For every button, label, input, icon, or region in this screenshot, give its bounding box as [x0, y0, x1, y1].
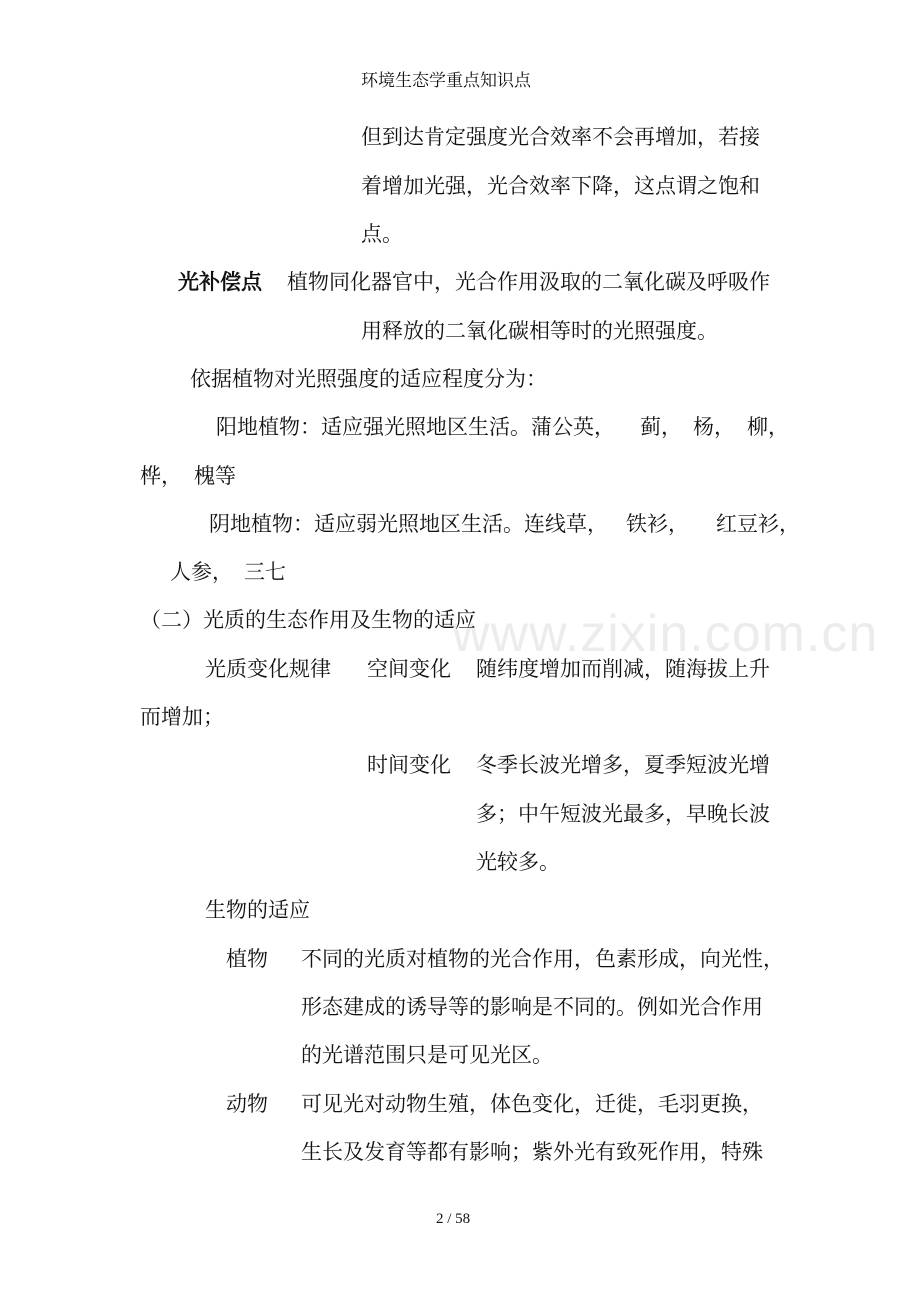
temporal-variation-line-2: 多；中午短波光最多，早晚长波 — [476, 802, 770, 826]
compensation-term: 光补偿点 — [178, 270, 262, 294]
shade-plant-example: 三七 — [244, 560, 286, 584]
sun-plant-example: 蓟， — [640, 415, 682, 439]
temporal-variation-line-3: 光较多。 — [476, 850, 560, 874]
animal-label: 动物 — [226, 1092, 268, 1116]
plant-text-line-2: 形态建成的诱导等的影响是不同的。例如光合作用 — [301, 995, 763, 1019]
temporal-variation-label: 时间变化 — [367, 753, 451, 777]
light-quality-pattern-label: 光质变化规律 — [205, 657, 331, 681]
temporal-variation-line-1: 冬季长波光增多，夏季短波光增 — [476, 753, 770, 777]
page-number — [436, 1212, 470, 1227]
section-heading: （二）光质的生态作用及生物的适应 — [140, 608, 476, 632]
sun-plant-example: 杨， — [693, 415, 735, 439]
animal-text-line-1: 可见光对动物生殖，体色变化，迁徙，毛羽更换， — [301, 1092, 763, 1116]
sun-plant-example: 桦， — [140, 464, 182, 488]
spatial-variation-line-1: 随纬度增加而削减，随海拔上升 — [476, 657, 770, 681]
compensation-line-1: 植物同化器官中，光合作用汲取的二氧化碳及呼吸作 — [287, 270, 770, 294]
page-separator: / — [447, 1211, 452, 1227]
shade-plant-example: 人参， — [170, 560, 233, 584]
saturation-line-1: 但到达肯定强度光合效率不会再增加，若接 — [361, 125, 760, 149]
sun-plant-example: 槐等 — [194, 464, 236, 488]
page-header-title: 环境生态学重点知识点 — [361, 71, 531, 91]
plant-text-line-1: 不同的光质对植物的光合作用，色素形成，向光性， — [301, 947, 784, 971]
adaptation-heading: 生物的适应 — [205, 898, 310, 922]
spatial-variation-line-2: 而增加； — [140, 705, 224, 729]
compensation-line-2: 用释放的二氧化碳相等时的光照强度。 — [361, 319, 718, 343]
sun-plants-label: 阳地植物：适应强光照地区生活。蒲公英， — [216, 415, 615, 439]
shade-plants-label: 阴地植物：适应弱光照地区生活。连线草， — [209, 512, 608, 536]
saturation-line-3: 点。 — [361, 222, 403, 246]
plant-text-line-3: 的光谱范围只是可见光区。 — [301, 1043, 553, 1067]
saturation-line-2: 着增加光强，光合效率下降，这点谓之饱和 — [361, 174, 760, 198]
spatial-variation-label: 空间变化 — [367, 657, 451, 681]
plant-label: 植物 — [226, 947, 268, 971]
animal-text-line-2: 生长及发育等都有影响；紫外光有致死作用，特殊 — [301, 1140, 763, 1164]
shade-plant-example: 红豆衫， — [716, 512, 800, 536]
total-pages: 58 — [455, 1211, 471, 1227]
current-page: 2 — [436, 1211, 444, 1227]
classification-intro: 依据植物对光照强度的适应程度分为： — [190, 367, 547, 391]
watermark: www.zixin.com.cn — [452, 605, 879, 663]
sun-plant-example: 柳， — [747, 415, 789, 439]
shade-plant-example: 铁衫， — [626, 512, 689, 536]
